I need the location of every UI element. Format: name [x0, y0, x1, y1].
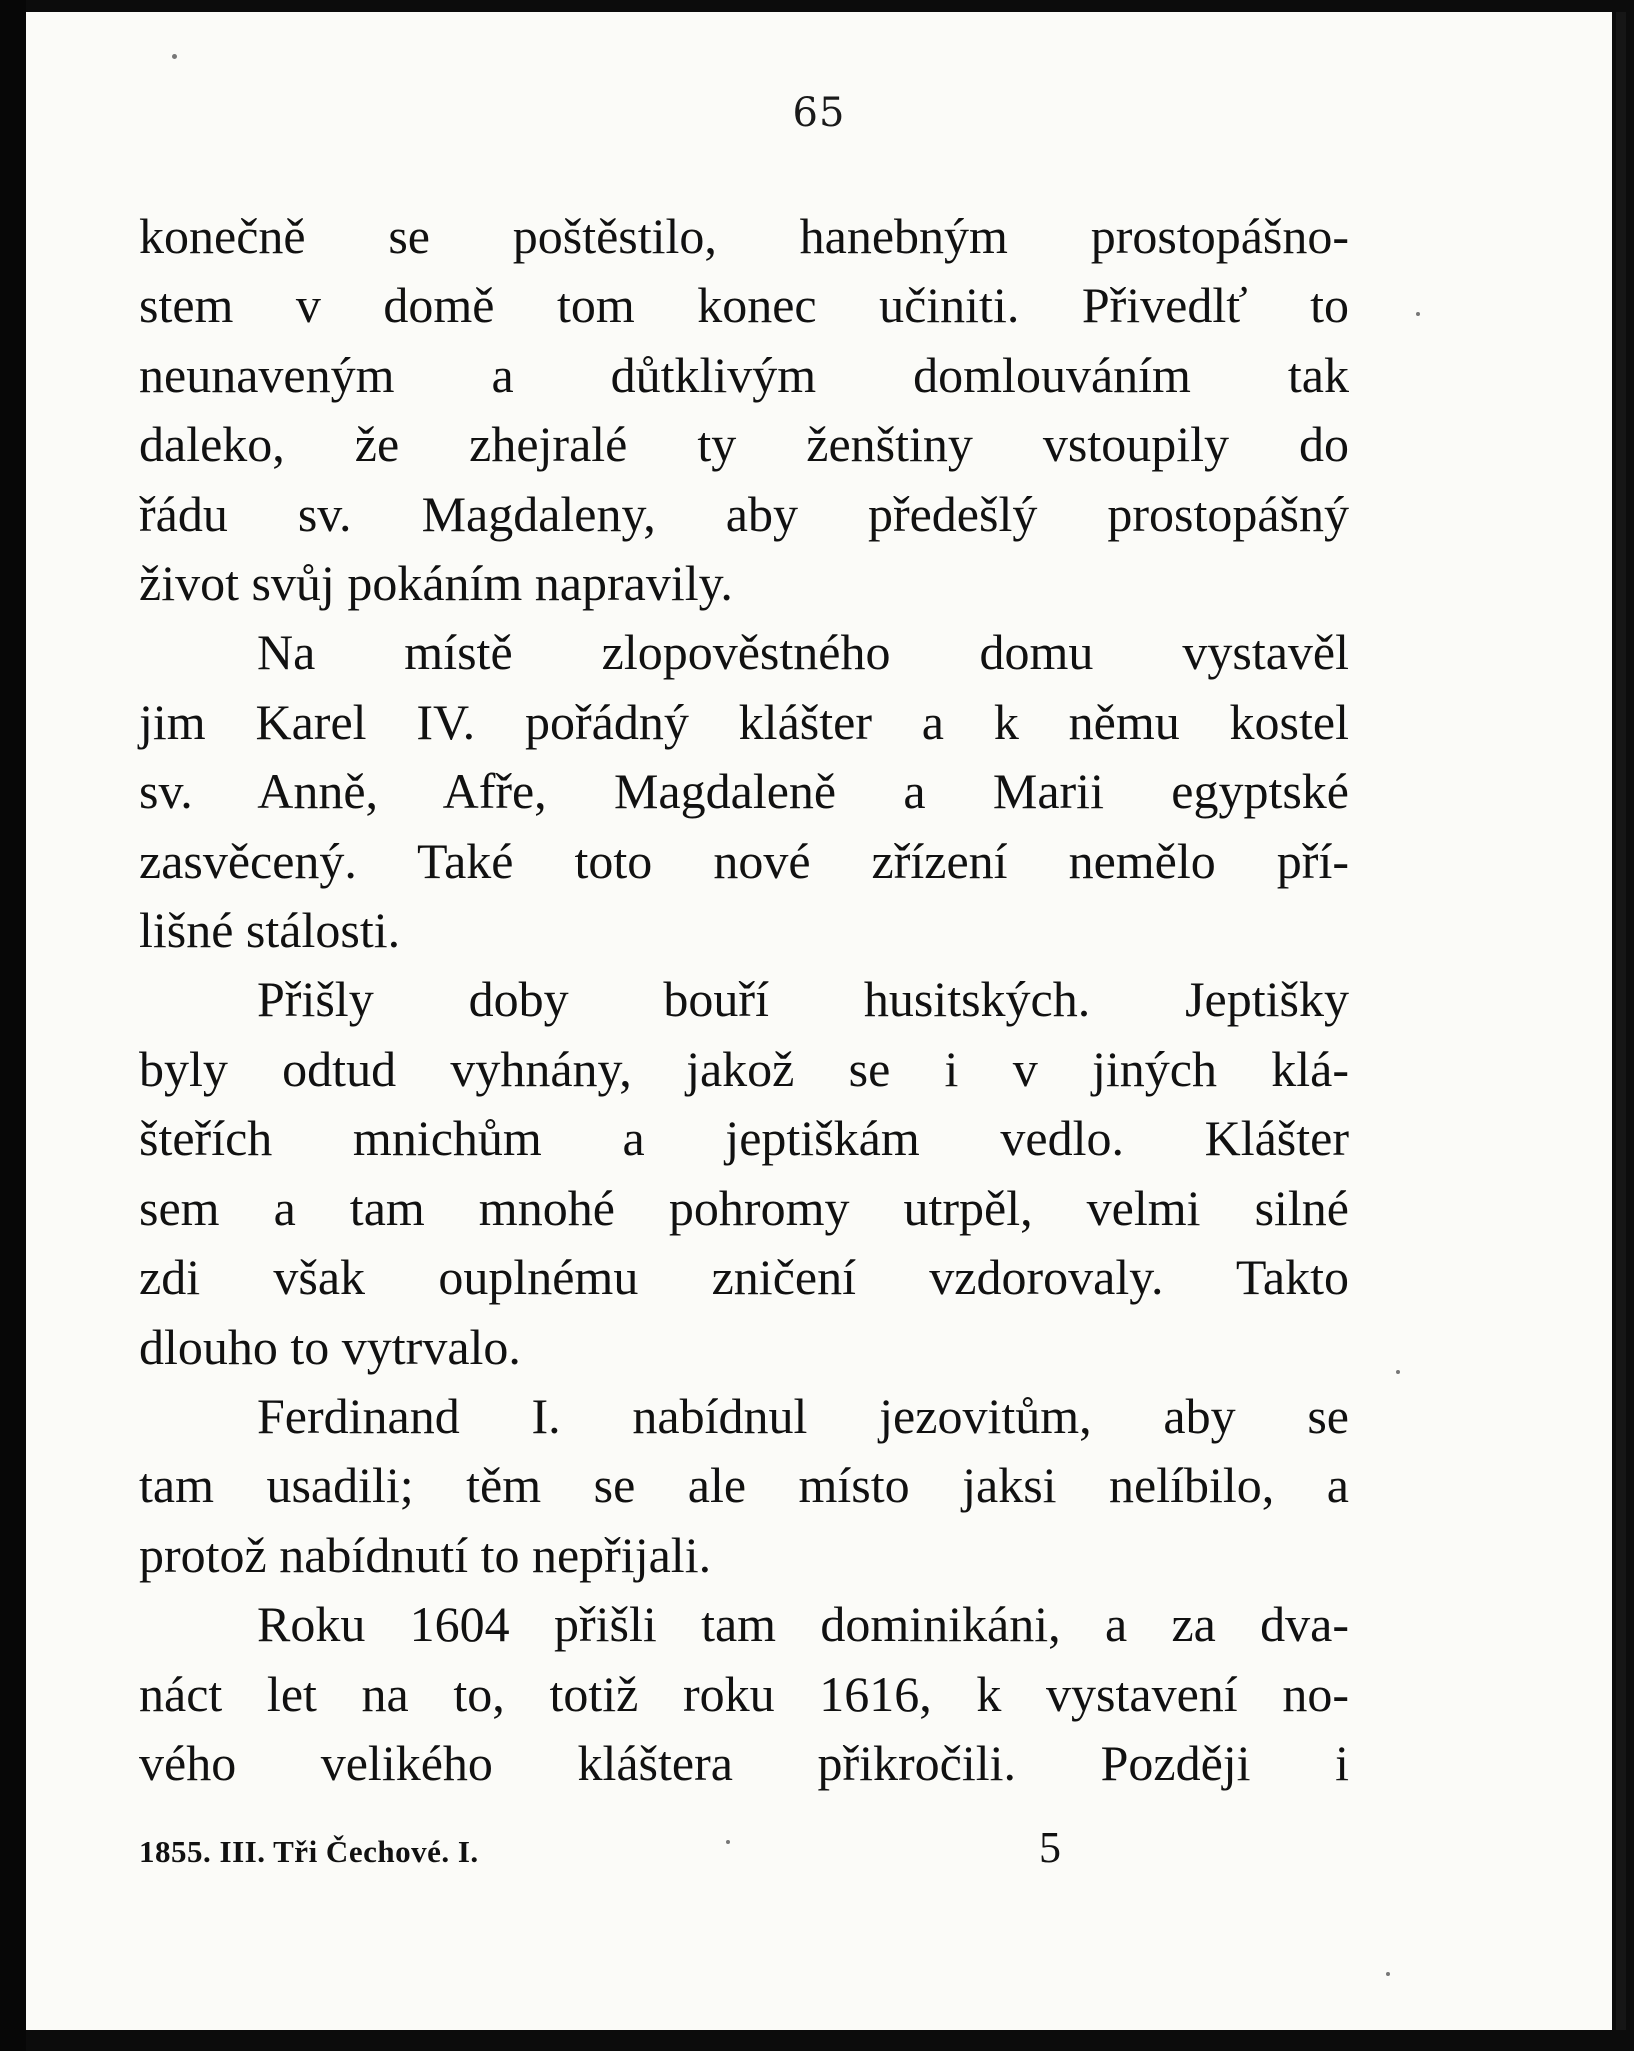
text-line: neunaveným a důtklivým domlouváním tak	[139, 346, 1349, 403]
text-line: konečně se poštěstilo, hanebným prostopášno-	[139, 208, 1349, 264]
scan-right-edge	[1616, 12, 1626, 2030]
text-line: lišné stálosti.	[139, 902, 401, 959]
printer-signature: 1855. III. Tři Čechové. I.	[139, 1834, 479, 1869]
text-line: dlouho to vytrvalo.	[139, 1318, 521, 1375]
text-line: byly odtud vyhnány, jakož se i v jiných klá-	[139, 1040, 1349, 1097]
text-line: Přišly doby bouří husitských. Jeptišky	[257, 971, 1349, 1028]
text-line: daleko, že zhejralé ty ženštiny vstoupily do	[139, 416, 1349, 473]
text-line: sem a tam mnohé pohromy utrpěl, velmi silné	[139, 1179, 1349, 1236]
text-line: protož nabídnutí to nepřijali.	[139, 1526, 712, 1583]
scan-speck	[726, 1840, 730, 1844]
text-line: jim Karel IV. pořádný klášter a k němu kostel	[139, 693, 1349, 750]
text-line: zasvěcený. Také toto nové zřízení nemělo pří-	[139, 832, 1349, 889]
text-line: vého velikého kláštera přikročili. Později i	[139, 1734, 1349, 1791]
text-line: život svůj pokáním napravily.	[139, 555, 733, 612]
text-line: stem v domě tom konec učiniti. Přivedlť to	[139, 277, 1349, 334]
text-line: zdi však ouplnému zničení vzdorovaly. Takto	[139, 1249, 1349, 1306]
scan-speck	[1416, 312, 1420, 316]
book-page	[26, 12, 1612, 2030]
text-line: řádu sv. Magdaleny, aby předešlý prostopášný	[139, 485, 1349, 542]
text-line: Na místě zlopověstného domu vystavěl	[257, 624, 1349, 681]
page-number: 65	[792, 90, 846, 136]
scan-left-edge	[0, 0, 26, 2051]
text-line: sv. Anně, Afře, Magdaleně a Marii egyptské	[139, 763, 1349, 820]
scan-speck	[172, 54, 177, 59]
body-text	[139, 202, 1349, 1798]
page-footer	[139, 1822, 1349, 1882]
text-line: Ferdinand I. nabídnul jezovitům, aby se	[257, 1387, 1349, 1444]
text-line: Roku 1604 přišli tam dominikáni, a za dva-	[257, 1596, 1349, 1653]
scan-speck	[1386, 1972, 1390, 1976]
sheet-number: 5	[1039, 1823, 1061, 1872]
text-line: šteřích mnichům a jeptiškám vedlo. Klášter	[139, 1110, 1349, 1167]
text-line: tam usadili; těm se ale místo jaksi nelíbilo, a	[139, 1457, 1349, 1514]
text-line: náct let na to, totiž roku 1616, k vystavení no-	[139, 1665, 1349, 1722]
scan-speck	[1396, 1370, 1400, 1374]
